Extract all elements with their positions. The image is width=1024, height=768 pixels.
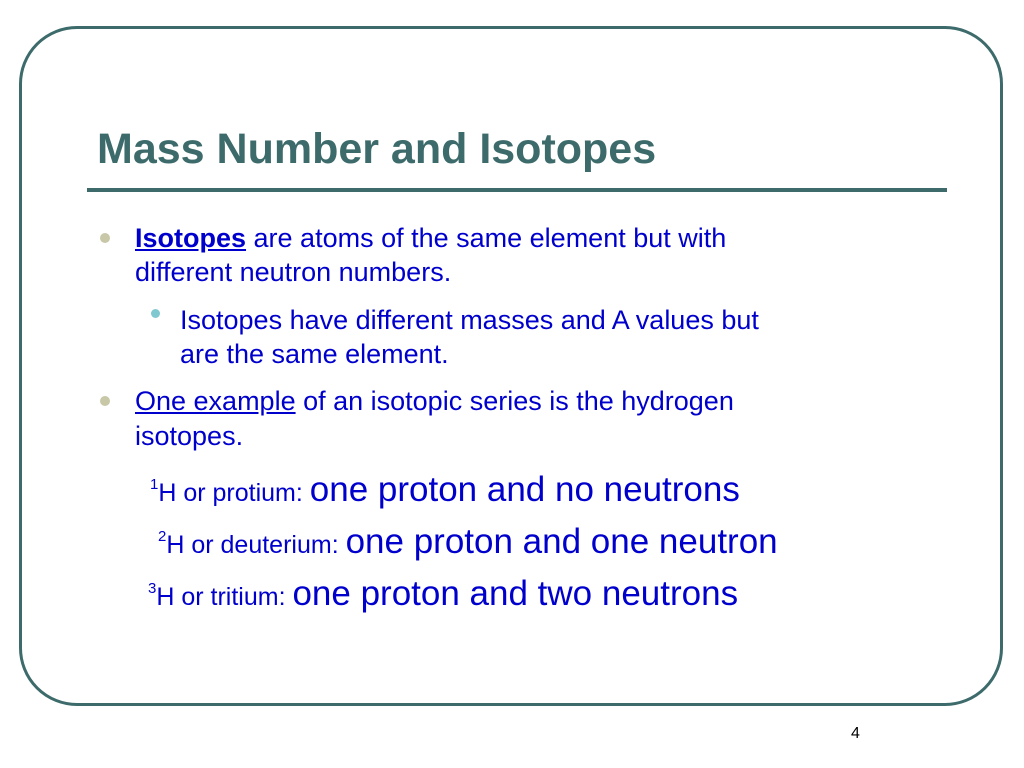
bullet-text: of an isotopic series is the hydrogen	[295, 386, 734, 416]
page-number: 4	[851, 725, 860, 742]
bullet-dot	[100, 233, 110, 243]
bullet-line	[135, 388, 734, 415]
bullet-text: are atoms of the same element but with	[246, 223, 727, 253]
isotope-line	[148, 576, 738, 611]
mass-number: 1	[150, 476, 159, 493]
isotopes-term: Isotopes	[135, 223, 247, 253]
isotope-name: H or deuterium:	[166, 531, 346, 559]
sub-bullet-line: are the same element.	[180, 339, 449, 369]
sub-bullet-dot	[151, 309, 160, 318]
mass-number: 2	[158, 528, 167, 545]
isotope-description: one proton and no neutrons	[309, 470, 740, 509]
bullet-line	[135, 225, 726, 252]
isotope-name: H or protium:	[158, 479, 310, 507]
bullet-line: isotopes.	[135, 421, 244, 451]
slide-title: Mass Number and Isotopes	[97, 125, 657, 173]
title-underline	[87, 188, 947, 192]
bullet-dot	[100, 396, 110, 406]
isotope-line	[150, 472, 740, 507]
isotope-description: one proton and two neutrons	[292, 574, 739, 613]
isotope-description: one proton and one neutron	[345, 522, 778, 561]
example-term: One example	[135, 386, 296, 416]
isotope-name: H or tritium:	[156, 583, 293, 611]
mass-number: 3	[148, 580, 157, 597]
isotope-line	[158, 524, 778, 559]
bullet-line: different neutron numbers.	[135, 257, 452, 287]
sub-bullet-line: Isotopes have different masses and A values but	[180, 305, 759, 335]
